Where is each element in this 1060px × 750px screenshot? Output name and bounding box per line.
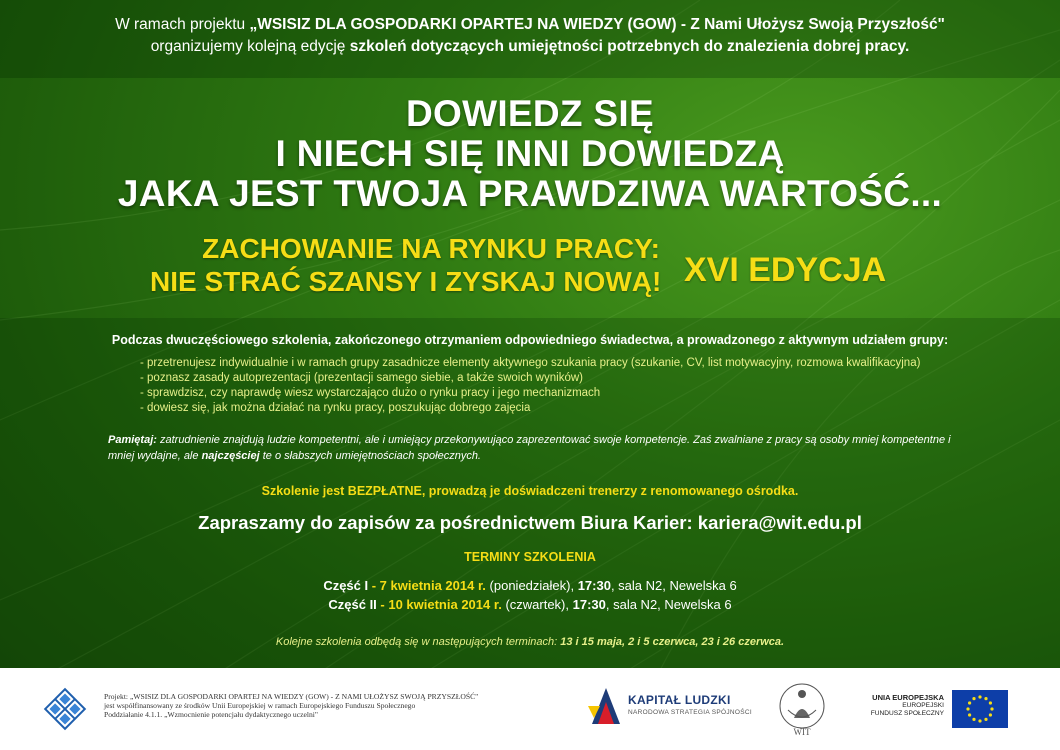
- headline: [0, 94, 1060, 214]
- kapital-ludzki-logo-icon: [586, 684, 626, 730]
- list-item: - sprawdzisz, czy naprawdę wiesz wystarczająco dużo o rynku pracy i jego mechanizmach: [140, 386, 920, 401]
- kapital-ludzki-label: KAPITAŁ LUDZKI NARODOWA STRATEGIA SPÓJNOŚCI: [628, 693, 752, 716]
- wit-label: WIT: [793, 727, 811, 737]
- project-name: „WSISIZ DLA GOSPODARKI OPARTEJ NA WIEDZY (GOW) - Z Nami Ułożysz Swoją Przyszłość": [249, 16, 945, 33]
- term-part-2: Część II - 10 kwietnia 2014 r. (czwartek), 17:30, sala N2, Newelska 6: [328, 597, 732, 612]
- edition-label: XVI EDYCJA: [684, 251, 887, 289]
- project-info: Projekt: „WSISIZ DLA GOSPODARKI OPARTEJ NA WIEDZY (GOW) - Z NAMI UŁOŻYSZ SWOJĄ PRZYSZŁOŚĆ" jest współfinansowany ze środków Unii Europejskiej w ramach Europejskiego Funduszu Społecznego Poddziałanie 4.1.1. „Wzmocnienie potencjału dydaktycznego uczelni": [104, 692, 479, 719]
- free-note: Szkolenie jest BEZPŁATNE, prowadzą je doświadczeni trenerzy z renomowanego ośrodka.: [261, 484, 799, 498]
- eu-label: UNIA EUROPEJSKA EUROPEJSKI FUNDUSZ SPOŁECZNY: [870, 693, 944, 717]
- headline-line-1: DOWIEDZ SIĘ: [406, 93, 654, 134]
- training-title-line-1: ZACHOWANIE NA RYNKU PRACY:: [202, 233, 660, 264]
- training-title: [150, 232, 660, 298]
- wit-logo-icon: [772, 680, 832, 738]
- eu-flag-icon: [952, 690, 1008, 728]
- term-part-1: Część I - 7 kwietnia 2014 r. (poniedziałek), 17:30, sala N2, Newelska 6: [323, 578, 737, 593]
- footer: [0, 668, 1060, 750]
- list-item: - dowiesz się, jak można działać na rynku pracy, poszukując dobrego zajęcia: [140, 401, 920, 416]
- training-title-line-2: NIE STRAĆ SZANSY I ZYSKAJ NOWĄ!: [150, 266, 662, 297]
- headline-line-2: I NIECH SIĘ INNI DOWIEDZĄ: [275, 133, 785, 174]
- list-item: - poznasz zasady autoprezentacji (prezentacji samego siebie, a także swoich wyników): [140, 371, 920, 386]
- headline-line-3: JAKA JEST TWOJA PRAWDZIWA WARTOŚĆ...: [117, 173, 943, 214]
- benefits-list: [140, 356, 920, 416]
- list-item: - przetrenujesz indywidualnie i w ramach grupy zasadnicze elementy aktywnego szukania pracy (szukanie, CV, list motywacyjny, rozmowa kwalifikacyjna): [140, 356, 920, 371]
- remember-note: Pamiętaj: zatrudnienie znajdują ludzie kompetentni, ale i umiejący przekonywująco zaprezentować swoje kompetencje. Zaś zwalniane z pracy są osoby mniej kompetentne i mniej wydajne, ale najczęściej te o słabszych umiejętnościach społecznych.: [108, 434, 951, 462]
- next-dates: Kolejne szkolenia odbędą się w następujących terminach: 13 i 15 maja, 2 i 5 czerwca, 23 i 26 czerwca.: [275, 636, 785, 648]
- registration-invite: Zapraszamy do zapisów za pośrednictwem Biura Karier: kariera@wit.edu.pl: [198, 512, 862, 533]
- project-intro: W ramach projektu „WSISIZ DLA GOSPODARKI OPARTEJ NA WIEDZY (GOW) - Z Nami Ułożysz Swoją Przyszłość" organizujemy kolejną edycję szkoleń dotyczących umiejętności potrzebnych do znalezienia dobrej pracy.: [115, 16, 945, 55]
- diamond-logo-icon: [40, 684, 90, 734]
- terms-title: TERMINY SZKOLENIA: [464, 550, 596, 564]
- intro-text: Podczas dwuczęściowego szkolenia, zakończonego otrzymaniem odpowiedniego świadectwa, a prowadzonego z aktywnym udziałem grupy:: [111, 333, 949, 347]
- training-topic: szkoleń dotyczących umiejętności potrzebnych do znalezienia dobrej pracy.: [349, 38, 910, 55]
